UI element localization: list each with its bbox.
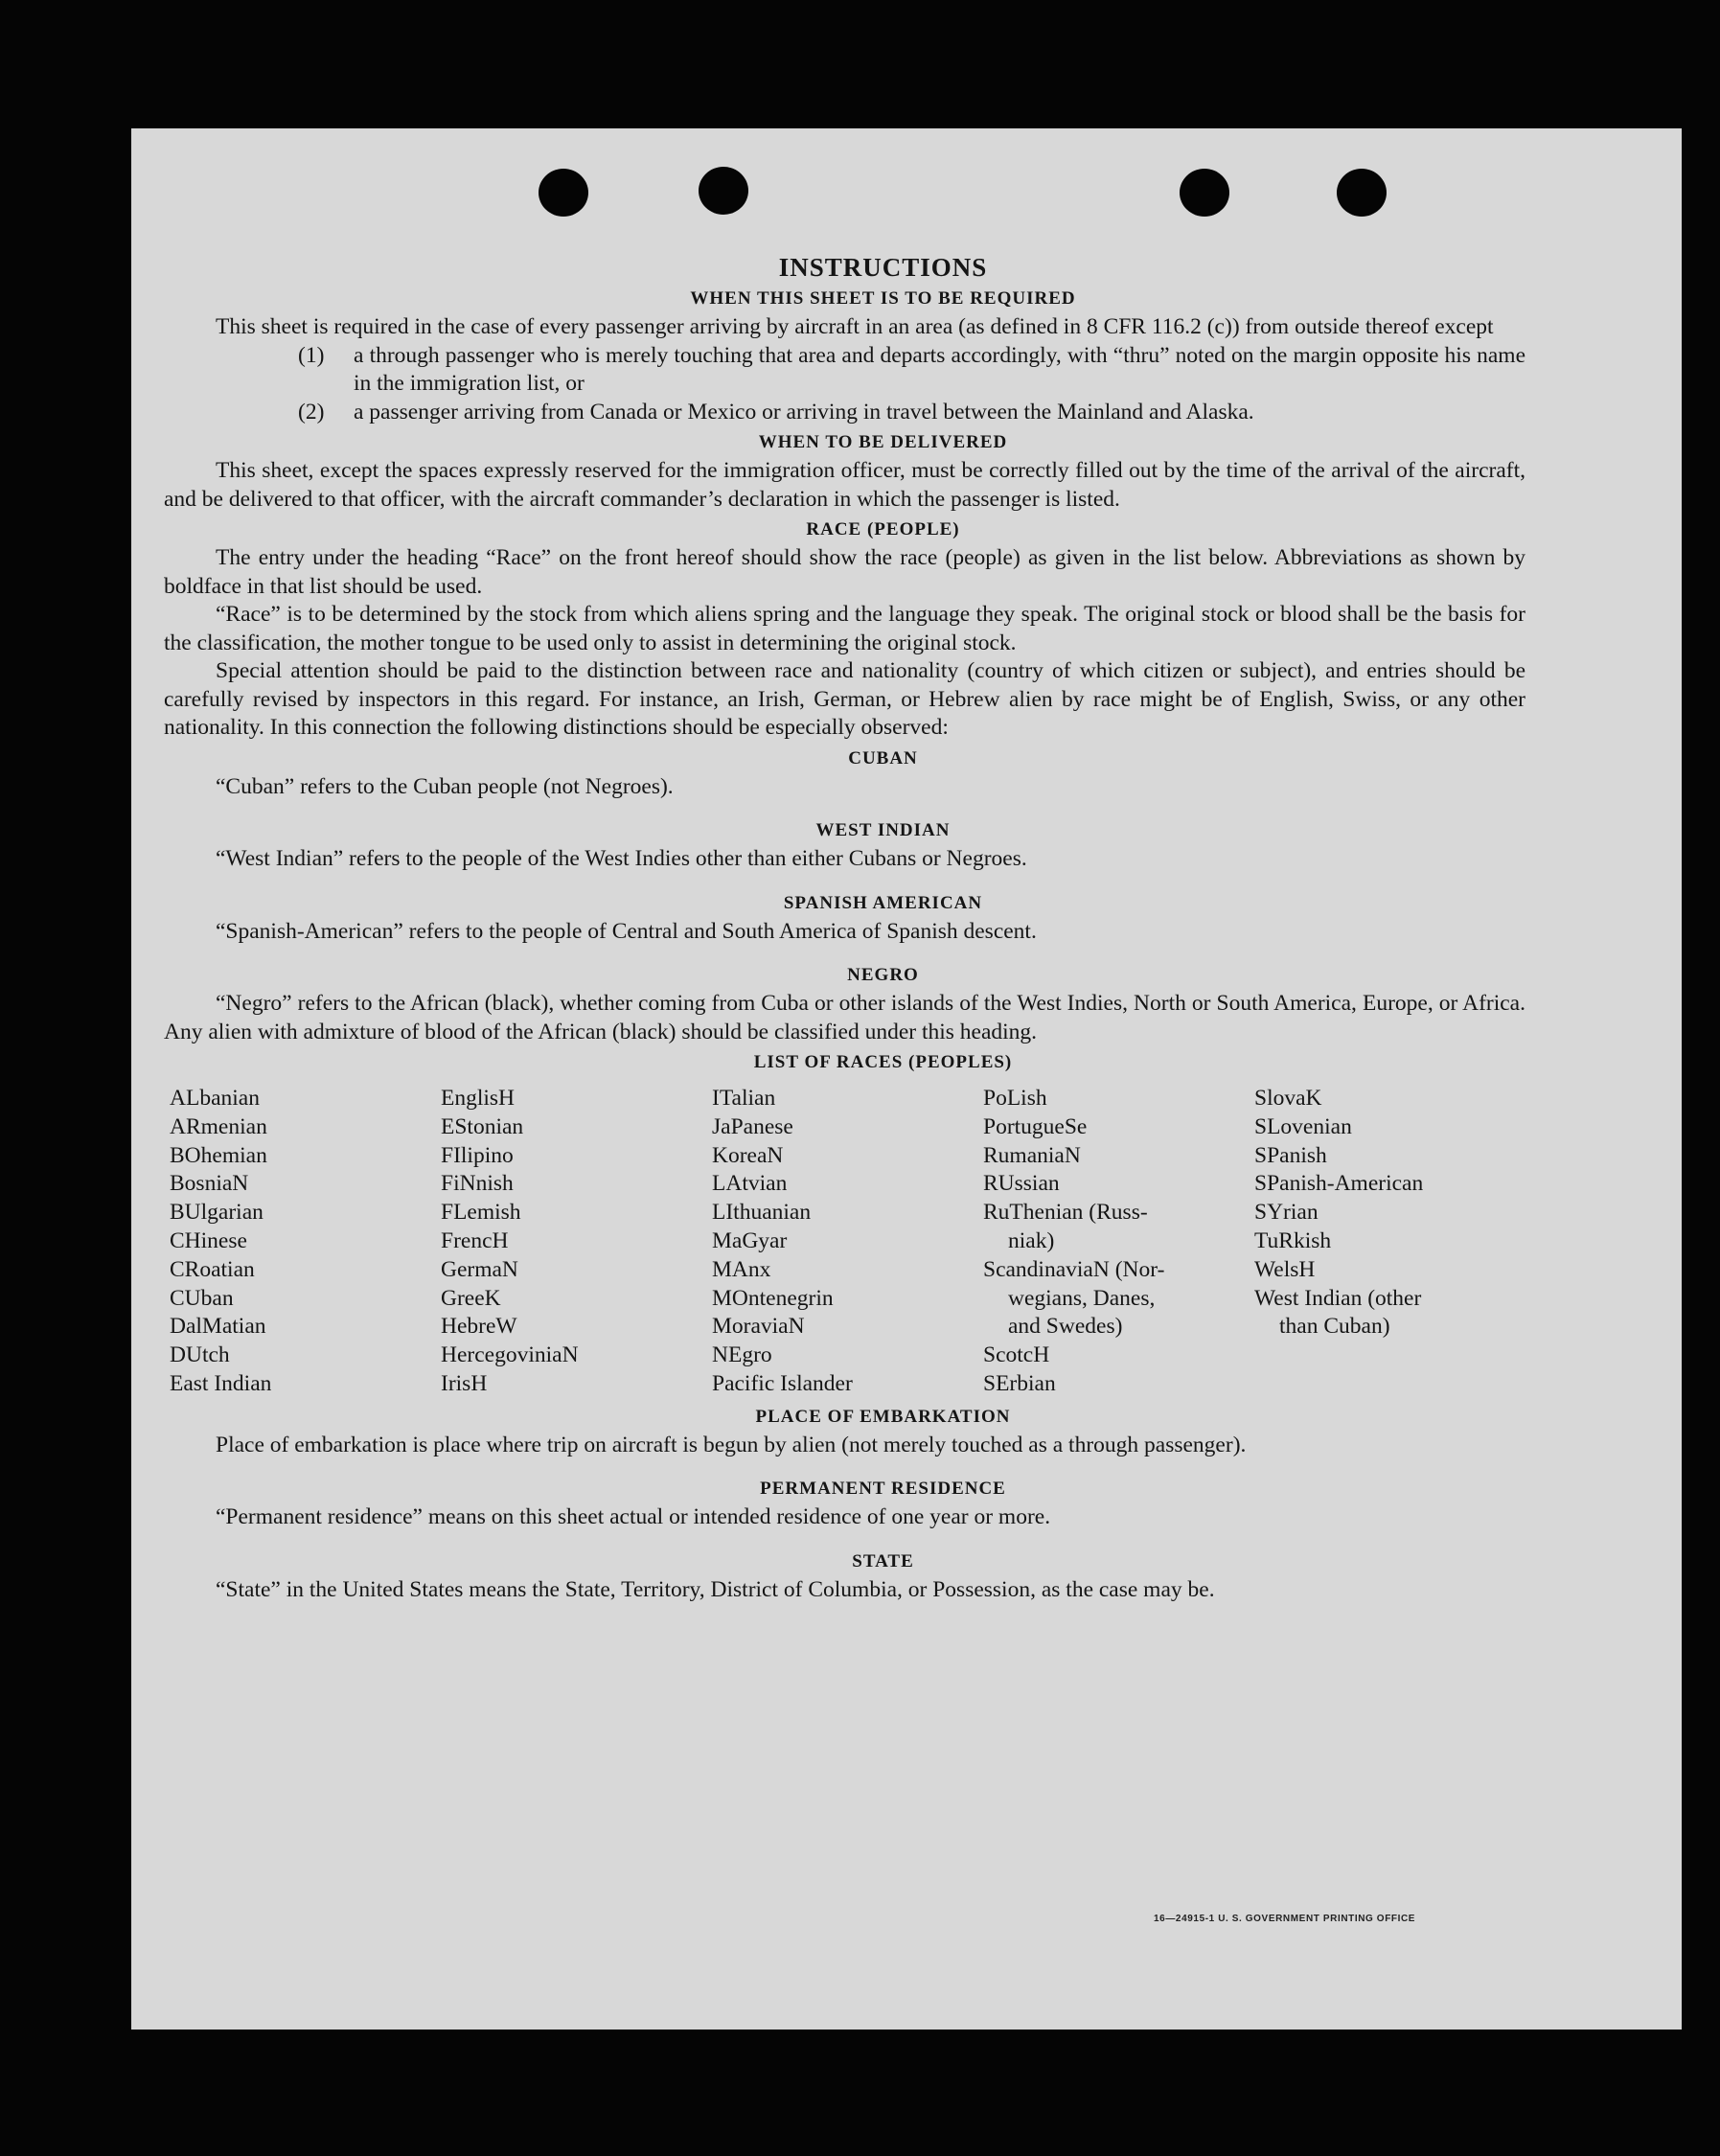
list-item: EStonian	[441, 1113, 524, 1139]
punch-hole	[1337, 169, 1387, 217]
list-item: FLemish	[441, 1200, 521, 1226]
list-item: RumaniaN	[983, 1142, 1081, 1168]
residence-text: “Permanent residence” means on this sheet actual or intended residence of one year or more.	[216, 1504, 1051, 1530]
list-item: Pacific Islander	[712, 1370, 853, 1396]
race-column	[170, 1085, 441, 1399]
list-item: SLovenian	[1254, 1113, 1352, 1139]
section-heading-residence: PERMANENT RESIDENCE	[760, 1479, 1006, 1500]
printer-imprint: 16—24915-1 U. S. GOVERNMENT PRINTING OFFICE	[1154, 1914, 1416, 1924]
list-item: SYrian	[1254, 1200, 1319, 1226]
list-item: FrencH	[441, 1227, 509, 1253]
list-item: DalMatian	[170, 1314, 266, 1340]
spanish-american-text: “Spanish-American” refers to the people of Central and South America of Spanish descent.	[216, 918, 1037, 944]
list-item: WelsH	[1254, 1256, 1316, 1282]
list-item: PortugueSe	[983, 1113, 1088, 1139]
section-heading-spanish-american: SPANISH AMERICAN	[783, 892, 983, 913]
list-item: ScotcH	[983, 1342, 1050, 1368]
punch-hole	[539, 169, 588, 217]
list-item: SPanish-American	[1254, 1171, 1424, 1197]
list-item: HercegoviniaN	[441, 1342, 579, 1368]
race-column	[983, 1085, 1254, 1399]
list-item: ARmenian	[170, 1113, 267, 1139]
list-item: MOntenegrin	[712, 1285, 834, 1311]
list-item: SPanish	[1254, 1142, 1327, 1168]
cuban-text: “Cuban” refers to the Cuban people (not Negroes).	[216, 773, 674, 799]
page-title: INSTRUCTIONS	[778, 253, 988, 282]
race-paragraph: “Race” is to be determined by the stock from which aliens spring and the language they speak. The original stock or blood shall be the basis for the classification, the mother tongue to be used only to assist in determining the original stock.	[164, 602, 1525, 655]
list-item: ALbanian	[170, 1086, 260, 1111]
list-item: GermaN	[441, 1256, 518, 1282]
list-item: than Cuban)	[1279, 1314, 1390, 1340]
race-paragraph: Special attention should be paid to the distinction between race and nationality (country of which citizen or subject), and entries should be carefully revised by inspectors in this regard. For instance, an Irish, German, or Hebrew alien by race might be of English, Swiss, or any other nationality. In this connection the following distinctions should be especially observed:	[164, 658, 1525, 740]
list-item: EnglisH	[441, 1086, 516, 1111]
instructions-body	[164, 253, 1525, 1604]
required-intro: This sheet is required in the case of every passenger arriving by aircraft in an area (as defined in 8 CFR 116.2 (c)) from outside thereof except	[216, 314, 1494, 339]
list-item: NEgro	[712, 1342, 772, 1368]
list-item: MaGyar	[712, 1227, 788, 1253]
section-heading-delivered: WHEN TO BE DELIVERED	[758, 432, 1008, 452]
section-heading-cuban: CUBAN	[848, 747, 918, 768]
race-paragraph: The entry under the heading “Race” on the front hereof should show the race (people) as given in the list below. Abbreviations as shown by boldface in that list should be used.	[164, 545, 1525, 599]
negro-text: “Negro” refers to the African (black), whether coming from Cuba or other islands of the West Indies, North or South America, Europe, or Africa. Any alien with admixture of blood of the African (black) should be classified under this heading.	[164, 991, 1525, 1044]
exception-item: (1) a through passenger who is merely touching that area and departs accordingly, with “thru” noted on the margin opposite his name in the immigration list, or	[298, 342, 1525, 396]
embarkation-text: Place of embarkation is place where trip on aircraft is begun by alien (not merely touched as a through passenger).	[216, 1432, 1247, 1457]
list-item: wegians, Danes,	[1008, 1285, 1156, 1311]
list-item: KoreaN	[712, 1142, 784, 1168]
list-item: RUssian	[983, 1171, 1060, 1197]
list-item: West Indian (other	[1254, 1285, 1422, 1311]
race-list	[170, 1085, 1525, 1399]
section-heading-west-indian: WEST INDIAN	[815, 820, 951, 840]
list-item: SErbian	[983, 1370, 1056, 1396]
punch-hole	[699, 167, 748, 215]
list-item: and Swedes)	[1008, 1314, 1123, 1340]
list-item: PoLish	[983, 1086, 1047, 1111]
list-item: niak)	[1008, 1227, 1055, 1253]
list-item: BUlgarian	[170, 1200, 264, 1226]
section-heading-negro: NEGRO	[847, 965, 919, 985]
list-item: SlovaK	[1254, 1086, 1322, 1111]
list-item: FIlipino	[441, 1142, 514, 1168]
list-item: East Indian	[170, 1370, 272, 1396]
section-heading-list: LIST OF RACES (PEOPLES)	[753, 1052, 1013, 1072]
list-item: BOhemian	[170, 1142, 267, 1168]
race-column	[441, 1085, 712, 1399]
list-item: BosniaN	[170, 1171, 249, 1197]
list-item: CRoatian	[170, 1256, 255, 1282]
exception-item: (2) a passenger arriving from Canada or Mexico or arriving in travel between the Mainland and Alaska.	[298, 399, 1254, 424]
list-item: RuThenian (Russ-	[983, 1200, 1148, 1226]
list-item: LAtvian	[712, 1171, 788, 1197]
list-item: CHinese	[170, 1227, 247, 1253]
list-item: IrisH	[441, 1370, 488, 1396]
list-item: HebreW	[441, 1314, 517, 1340]
race-column	[1254, 1085, 1525, 1399]
list-item: MoraviaN	[712, 1314, 805, 1340]
list-item: LIthuanian	[712, 1200, 812, 1226]
list-item: ScandinaviaN (Nor-	[983, 1256, 1165, 1282]
list-item: FiNnish	[441, 1171, 514, 1197]
list-item: TuRkish	[1254, 1227, 1332, 1253]
section-heading-state: STATE	[852, 1550, 914, 1571]
punch-hole	[1180, 169, 1229, 217]
delivered-text: This sheet, except the spaces expressly reserved for the immigration officer, must be correctly filled out by the time of the arrival of the aircraft, and be delivered to that officer, with the aircraft commander’s declaration in which the passenger is listed.	[164, 458, 1525, 512]
list-item: GreeK	[441, 1285, 501, 1311]
section-heading-required: WHEN THIS SHEET IS TO BE REQUIRED	[690, 288, 1076, 309]
list-item: JaPanese	[712, 1113, 793, 1139]
list-item: DUtch	[170, 1342, 230, 1368]
list-item: ITalian	[712, 1086, 776, 1111]
section-heading-embarkation: PLACE OF EMBARKATION	[755, 1406, 1011, 1427]
section-heading-race: RACE (PEOPLE)	[806, 519, 960, 539]
list-item: MAnx	[712, 1256, 771, 1282]
state-text: “State” in the United States means the State, Territory, District of Columbia, or Possession, as the case may be.	[216, 1576, 1215, 1602]
west-indian-text: “West Indian” refers to the people of the West Indies other than either Cubans or Negroes.	[216, 846, 1027, 871]
list-item: CUban	[170, 1285, 234, 1311]
document-page	[131, 128, 1682, 2030]
race-column	[712, 1085, 983, 1399]
